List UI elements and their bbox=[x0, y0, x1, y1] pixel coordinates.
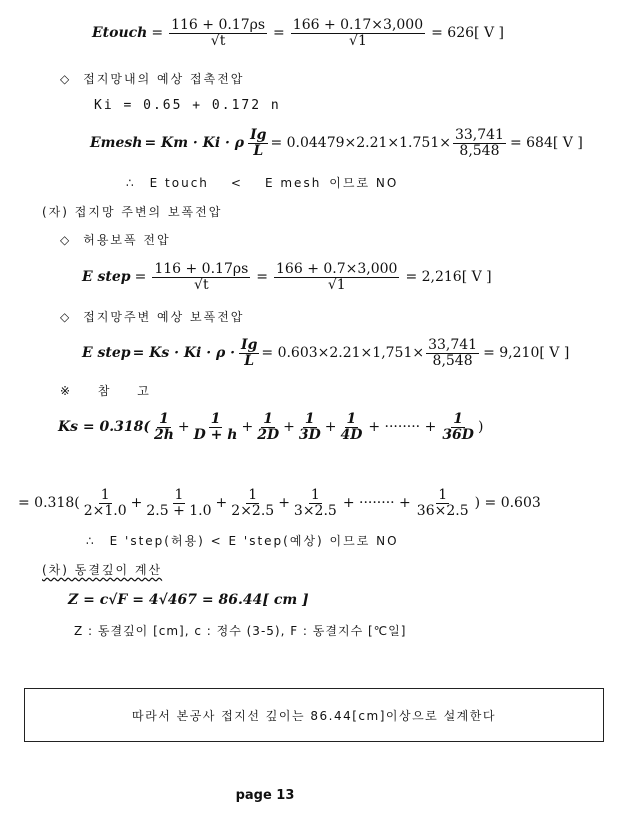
plus-sign: + bbox=[278, 495, 290, 512]
note-heading bbox=[60, 382, 161, 399]
fraction-numerator: 33,741 bbox=[454, 127, 504, 143]
estep2-result: = 9,210[ V ] bbox=[483, 345, 570, 362]
fraction-denominator: 2.5 + 1.0 bbox=[146, 502, 212, 519]
emesh-lhs: Emesh bbox=[90, 135, 143, 152]
fraction-numerator: 1 bbox=[159, 411, 169, 427]
ks2-term-4 bbox=[292, 488, 339, 518]
diamond-bullet-icon: ◇ bbox=[60, 232, 72, 247]
fraction-numerator: Ig bbox=[250, 127, 267, 143]
compare-right: E mesh bbox=[264, 175, 322, 190]
fraction-denominator: √t bbox=[194, 276, 209, 293]
fraction-numerator: 1 bbox=[438, 487, 448, 503]
etouch-fraction-2 bbox=[291, 18, 425, 48]
fraction-numerator: 1 bbox=[453, 411, 463, 427]
emesh-mid: = Km · Ki · ρ bbox=[144, 135, 245, 152]
mesh-heading-text: 접지망내의 예상 접촉전압 bbox=[83, 72, 245, 86]
fraction-denominator: √t bbox=[210, 32, 226, 49]
fraction-denominator: 8,548 bbox=[459, 142, 500, 159]
estep-fraction-2 bbox=[274, 262, 399, 292]
plus-sign: + bbox=[324, 419, 337, 436]
ki-text: Ki = 0.65 + 0.172 n bbox=[94, 98, 281, 113]
fraction-numerator: 1 bbox=[346, 411, 357, 427]
estep2-lhs: E step bbox=[82, 345, 131, 362]
fraction-numerator: 116 + 0.17ρs bbox=[171, 17, 266, 33]
fraction-denominator: D + h bbox=[193, 426, 238, 443]
allow-step-text: 허용보폭 전압 bbox=[83, 233, 171, 247]
ellipsis-plus: + ········ + bbox=[368, 419, 437, 436]
z-legend bbox=[74, 622, 406, 639]
compare-step bbox=[86, 532, 399, 549]
compare-suffix: 이므로 NO bbox=[329, 176, 399, 190]
estep-expect-equation bbox=[82, 338, 569, 368]
plus-sign: + bbox=[215, 495, 228, 512]
ks-term-4 bbox=[297, 412, 323, 442]
etouch-lhs: Etouch bbox=[92, 25, 148, 42]
ks-lhs: Ks = 0.318( bbox=[58, 419, 150, 436]
fraction-numerator: 166 + 0.7×3,000 bbox=[276, 261, 398, 277]
compare-step-text: E 'step(허용) < E 'step(예상) 이므로 NO bbox=[109, 534, 399, 548]
ki-equation bbox=[94, 98, 281, 113]
section-ja-heading bbox=[42, 203, 222, 220]
plus-sign: + bbox=[177, 419, 190, 436]
estep-result: = 2,216[ V ] bbox=[405, 269, 492, 286]
ks2-lhs: = 0.318( bbox=[18, 495, 80, 512]
emesh-equation bbox=[90, 128, 583, 158]
equals-sign: = bbox=[256, 269, 269, 286]
z-formula bbox=[68, 592, 309, 608]
expect-step-heading bbox=[60, 308, 244, 325]
fraction-numerator: 166 + 0.17×3,000 bbox=[292, 17, 424, 33]
fraction-denominator: L bbox=[244, 352, 255, 369]
etouch-result: = 626[ V ] bbox=[431, 25, 504, 42]
fraction-denominator: 36×2.5 bbox=[416, 502, 469, 519]
fraction-denominator: L bbox=[253, 142, 264, 159]
closing-paren: ) bbox=[477, 419, 484, 436]
equals-sign: = bbox=[151, 25, 164, 42]
fraction-numerator: 1 bbox=[100, 487, 110, 503]
ks-formula bbox=[58, 412, 483, 442]
fraction-numerator: 1 bbox=[210, 411, 221, 427]
conclusion-text: 따라서 본공사 접지선 깊이는 86.44[cm]이상으로 설계한다 bbox=[132, 708, 496, 723]
diamond-bullet-icon: ◇ bbox=[60, 309, 72, 324]
fraction-denominator: 36D bbox=[442, 426, 474, 443]
fraction-denominator: 3×2.5 bbox=[293, 502, 337, 519]
estep2-fraction-1 bbox=[239, 338, 259, 368]
estep2-fraction-2 bbox=[426, 338, 479, 368]
emesh-mid2: = 0.04479×2.21×1.751× bbox=[270, 135, 451, 152]
section-cha-heading bbox=[42, 561, 162, 578]
ks2-term-3 bbox=[229, 488, 276, 518]
fraction-numerator: 1 bbox=[304, 411, 315, 427]
plus-sign: + bbox=[283, 419, 295, 436]
ks-term-6 bbox=[440, 412, 476, 442]
equals-sign: = bbox=[273, 25, 285, 42]
estep-allow-equation bbox=[82, 262, 492, 292]
ks2-result: ) = 0.603 bbox=[474, 495, 541, 512]
emesh-fraction-1 bbox=[248, 128, 268, 158]
fraction-numerator: 1 bbox=[174, 487, 184, 503]
fraction-denominator: 4D bbox=[340, 426, 363, 443]
conclusion-box bbox=[24, 688, 604, 742]
fraction-numerator: Ig bbox=[241, 337, 258, 353]
ellipsis-plus: + ········ + bbox=[342, 495, 411, 512]
diamond-bullet-icon: ◇ bbox=[60, 71, 72, 86]
section-ja-text: (자) 접지망 주변의 보폭전압 bbox=[42, 205, 223, 219]
ks-term-3 bbox=[255, 412, 281, 442]
z-formula-text: Z = c√F = 4√467 = 86.44[ cm ] bbox=[68, 592, 309, 608]
therefore-symbol: ∴ bbox=[126, 175, 136, 190]
estep-fraction-1 bbox=[152, 262, 250, 292]
estep2-mid2: = 0.603×2.21×1,751× bbox=[261, 345, 425, 362]
page-number: page 13 bbox=[235, 788, 295, 803]
compare-touch-mesh bbox=[126, 174, 398, 191]
mesh-heading bbox=[60, 70, 244, 87]
fraction-numerator: 1 bbox=[310, 487, 320, 503]
fraction-denominator: 2h bbox=[154, 426, 174, 443]
plus-sign: + bbox=[130, 495, 143, 512]
etouch-equation bbox=[92, 18, 504, 48]
fraction-denominator: √1 bbox=[327, 276, 346, 293]
section-cha-text: (차) 동결깊이 계산 bbox=[42, 563, 163, 577]
therefore-symbol: ∴ bbox=[86, 533, 96, 548]
estep-lhs: E step bbox=[82, 269, 131, 286]
plus-sign: + bbox=[241, 419, 254, 436]
fraction-denominator: 2×2.5 bbox=[231, 502, 275, 519]
fraction-denominator: √1 bbox=[349, 32, 367, 49]
fraction-denominator: 8,548 bbox=[432, 352, 473, 369]
ks2-term-2 bbox=[144, 488, 213, 518]
emesh-fraction-2 bbox=[453, 128, 506, 158]
fraction-numerator: 116 + 0.17ρs bbox=[154, 261, 249, 277]
expect-step-text: 접지망주변 예상 보폭전압 bbox=[83, 310, 245, 324]
z-legend-text: Z : 동결깊이 [cm], c : 정수 (3-5), F : 동결지수 [℃일] bbox=[74, 624, 407, 638]
ks-term-1 bbox=[152, 412, 176, 442]
equals-sign: = bbox=[134, 269, 147, 286]
ks2-term-1 bbox=[82, 488, 129, 518]
emesh-result: = 684[ V ] bbox=[509, 135, 583, 152]
ks-term-5 bbox=[338, 412, 364, 442]
etouch-fraction-1 bbox=[169, 18, 267, 48]
ks-evaluation bbox=[18, 488, 541, 518]
estep2-mid: = Ks · Ki · ρ · bbox=[132, 345, 236, 362]
compare-left: E touch bbox=[149, 175, 209, 190]
fraction-denominator: 2D bbox=[257, 426, 280, 443]
fraction-denominator: 2×1.0 bbox=[83, 502, 127, 519]
fraction-numerator: 1 bbox=[248, 487, 258, 503]
fraction-numerator: 33,741 bbox=[428, 337, 478, 353]
fraction-numerator: 1 bbox=[263, 411, 274, 427]
allow-step-heading bbox=[60, 231, 171, 248]
note-text: ※ 참 고 bbox=[60, 384, 161, 398]
ks-term-2 bbox=[192, 412, 240, 442]
less-than-symbol: < bbox=[230, 175, 243, 190]
ks2-term-5 bbox=[415, 488, 471, 518]
fraction-denominator: 3D bbox=[298, 426, 321, 443]
